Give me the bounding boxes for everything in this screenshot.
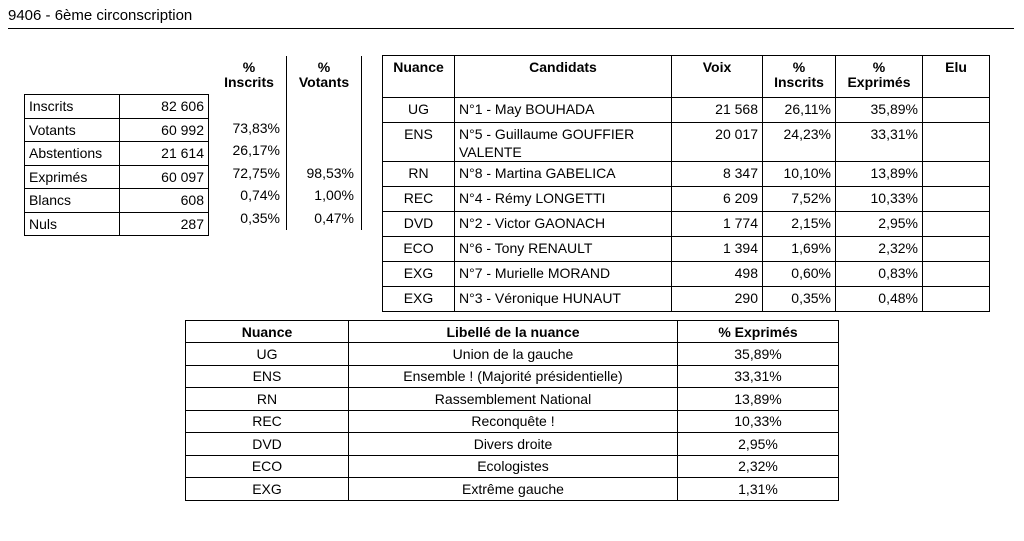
table-row: EXG N°3 - Véronique HUNAUT 290 0,35% 0,48% <box>383 287 990 312</box>
pct-inscrits-column: 73,83% 26,17% 72,75% 0,74% 0,35% <box>232 119 280 226</box>
pct-votants-header: % Votants <box>298 59 350 90</box>
column-divider <box>286 56 287 230</box>
table-row: REC Reconquête ! 10,33% <box>186 410 839 433</box>
stat-value: 60 097 <box>120 165 209 189</box>
col-header-pct-inscrits: % Inscrits <box>763 56 836 98</box>
table-row: EXG Extrême gauche 1,31% <box>186 478 839 501</box>
table-row: DVD Divers droite 2,95% <box>186 433 839 456</box>
stat-label: Blancs <box>25 189 120 213</box>
col-header-pct-exprimes: % Exprimés <box>678 321 839 343</box>
col-header-voix: Voix <box>672 56 763 98</box>
stat-label: Abstentions <box>25 142 120 166</box>
stat-value: 21 614 <box>120 142 209 166</box>
table-row: RN N°8 - Martina GABELICA 8 347 10,10% 13,89% <box>383 162 990 187</box>
title-divider <box>8 28 1014 29</box>
stat-label: Votants <box>25 118 120 142</box>
col-header-pct-exprimes: % Exprimés <box>836 56 923 98</box>
page-title: 9406 - 6ème circonscription <box>8 7 193 24</box>
table-row: ENS N°5 - Guillaume GOUFFIER VALENTE 20 017 24,23% 33,31% <box>383 123 990 162</box>
table-row <box>25 189 209 213</box>
table-row: RN Rassemblement National 13,89% <box>186 388 839 411</box>
table-header-row <box>186 321 839 343</box>
stat-label: Nuls <box>25 212 120 236</box>
stat-label: Inscrits <box>25 95 120 119</box>
stat-label: Exprimés <box>25 165 120 189</box>
col-header-nuance: Nuance <box>383 56 455 98</box>
table-row: UG Union de la gauche 35,89% <box>186 343 839 366</box>
table-row: REC N°4 - Rémy LONGETTI 6 209 7,52% 10,33% <box>383 187 990 212</box>
col-header-elu: Elu <box>923 56 990 98</box>
table-row <box>25 165 209 189</box>
table-row: ENS Ensemble ! (Majorité présidentielle) 33,31% <box>186 365 839 388</box>
table-row <box>25 95 209 119</box>
col-header-candidats: Candidats <box>455 56 672 98</box>
stat-value: 608 <box>120 189 209 213</box>
turnout-table <box>24 94 209 236</box>
table-row <box>25 142 209 166</box>
candidates-table <box>382 55 990 312</box>
pct-votants-column: 98,53% 1,00% 0,47% <box>306 164 354 226</box>
table-row: ECO N°6 - Tony RENAULT 1 394 1,69% 2,32% <box>383 237 990 262</box>
stat-value: 82 606 <box>120 95 209 119</box>
table-row: EXG N°7 - Murielle MORAND 498 0,60% 0,83% <box>383 262 990 287</box>
stat-value: 287 <box>120 212 209 236</box>
table-row: ECO Ecologistes 2,32% <box>186 455 839 478</box>
table-row <box>25 212 209 236</box>
table-row <box>25 118 209 142</box>
table-header-row <box>383 56 990 98</box>
column-divider <box>361 56 362 230</box>
nuances-table <box>185 320 839 501</box>
table-row: UG N°1 - May BOUHADA 21 568 26,11% 35,89% <box>383 98 990 123</box>
col-header-libelle: Libellé de la nuance <box>349 321 678 343</box>
stat-value: 60 992 <box>120 118 209 142</box>
col-header-nuance: Nuance <box>186 321 349 343</box>
table-row: DVD N°2 - Victor GAONACH 1 774 2,15% 2,95% <box>383 212 990 237</box>
pct-inscrits-header: % Inscrits <box>224 59 274 90</box>
